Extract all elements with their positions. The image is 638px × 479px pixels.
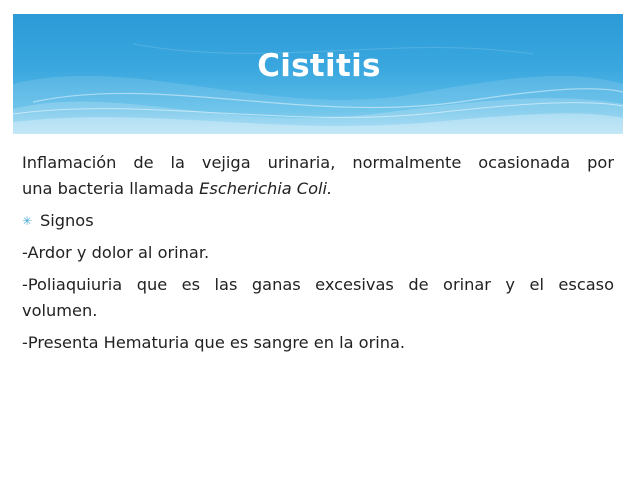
page-title: Cistitis — [257, 48, 381, 84]
bullet-signos — [22, 208, 614, 234]
bacteria-name: Escherichia Coli. — [199, 179, 333, 198]
sign-item-1: -Ardor y dolor al orinar. — [22, 243, 210, 262]
intro-line-2 — [22, 176, 614, 202]
intro-line-2-text: una bacteria llamada — [22, 179, 200, 198]
bullet-label: Signos — [40, 211, 94, 230]
intro-line-1: Inflamación de la vejiga urinaria, normalmente ocasionada por — [22, 153, 614, 172]
asterisk-icon: ✳ — [22, 214, 33, 228]
sign-item-2-line-1: -Poliaquiuria que es las ganas excesivas de orinar y el escaso — [22, 275, 614, 294]
sign-item-2-line-2: volumen. — [22, 301, 98, 320]
sign-item-3: -Presenta Hematuria que es sangre en la orina. — [22, 333, 406, 352]
slide-body — [22, 150, 614, 356]
